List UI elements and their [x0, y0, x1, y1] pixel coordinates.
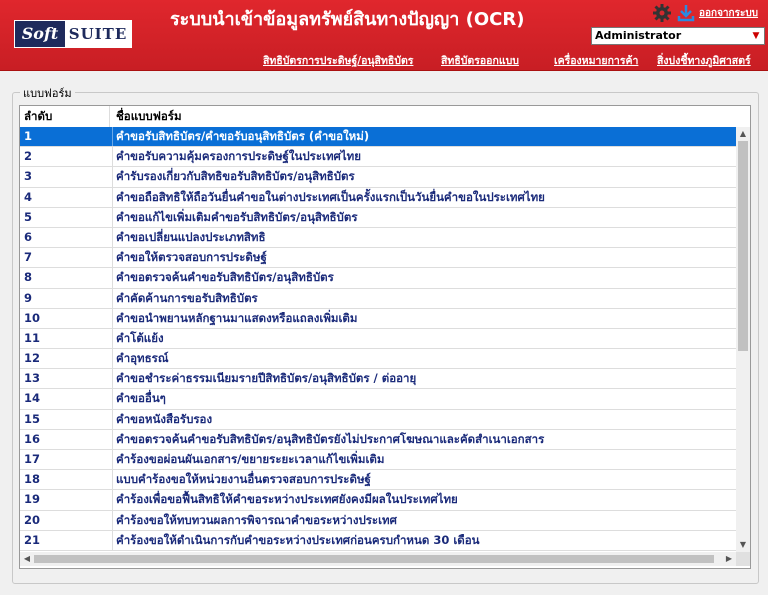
- column-divider: [112, 410, 113, 429]
- row-form-name: คำขอชำระค่าธรรมเนียมรายปีสิทธิบัตร/อนุสิทธิบัตร / ต่ออายุ: [116, 371, 417, 386]
- row-form-name: แบบคำร้องขอให้หน่วยงานอื่นตรวจสอบการประดิษฐ์: [116, 472, 371, 487]
- logo-soft-text: Soft: [15, 21, 65, 47]
- table-row[interactable]: [20, 268, 736, 288]
- table-row[interactable]: [20, 531, 736, 551]
- chevron-down-icon[interactable]: ▼: [752, 31, 760, 41]
- row-order: 10: [24, 310, 41, 325]
- row-form-name: คำขอเปลี่ยนแปลงประเภทสิทธิ: [116, 229, 266, 244]
- column-divider: [112, 208, 113, 227]
- form-group-legend: แบบฟอร์ม: [20, 84, 75, 102]
- logout-link[interactable]: ออกจากระบบ: [699, 8, 759, 19]
- row-order: 7: [24, 250, 33, 265]
- row-order: 21: [24, 532, 41, 547]
- table-row[interactable]: [20, 188, 736, 208]
- row-order: 2: [24, 149, 33, 164]
- user-select-value: Administrator: [595, 29, 682, 42]
- scroll-right-icon[interactable]: ▶: [725, 554, 733, 563]
- row-form-name: คำขอนำพยานหลักฐานมาแสดงหรือแถลงเพิ่มเติม: [116, 310, 358, 325]
- table-row[interactable]: [20, 349, 736, 369]
- table-row[interactable]: [20, 470, 736, 490]
- column-header-form-name[interactable]: ชื่อแบบฟอร์ม: [116, 109, 182, 123]
- nav-design-patent[interactable]: สิทธิบัตรออกแบบ: [441, 55, 519, 67]
- column-divider: [112, 329, 113, 348]
- horizontal-scrollbar[interactable]: [20, 552, 736, 566]
- column-divider: [112, 470, 113, 489]
- scroll-left-icon[interactable]: ◀: [23, 554, 31, 563]
- column-divider: [112, 309, 113, 328]
- table-row[interactable]: [20, 511, 736, 531]
- row-form-name: คำขอแก้ไขเพิ่มเติมคำขอรับสิทธิบัตร/อนุสิทธิบัตร: [116, 209, 358, 224]
- row-order: 14: [24, 391, 41, 406]
- column-divider: [112, 147, 113, 166]
- row-form-name: คำร้องขอผ่อนผันเอกสาร/ขยายระยะเวลาแก้ไขเพิ่มเติม: [116, 452, 385, 466]
- grid-header: [20, 106, 750, 128]
- vertical-scrollbar[interactable]: [736, 127, 750, 552]
- row-form-name: คำขอหนังสือรับรอง: [116, 411, 213, 426]
- row-order: 17: [24, 452, 41, 466]
- column-divider: [112, 450, 113, 469]
- row-order: 5: [24, 209, 33, 224]
- row-form-name: คำขอให้ตรวจสอบการประดิษฐ์: [116, 250, 267, 265]
- scroll-down-icon[interactable]: ▼: [739, 540, 747, 549]
- table-row[interactable]: [20, 410, 736, 430]
- column-divider: [112, 268, 113, 287]
- row-form-name: คำอุทธรณ์: [116, 351, 169, 366]
- column-divider: [112, 289, 113, 308]
- row-order: 18: [24, 472, 41, 487]
- download-icon[interactable]: [676, 3, 696, 23]
- column-divider: [112, 430, 113, 449]
- row-order: 3: [24, 169, 33, 184]
- row-form-name: คำรับรองเกี่ยวกับสิทธิขอรับสิทธิบัตร/อนุสิทธิบัตร: [116, 169, 355, 184]
- form-grid[interactable]: [19, 105, 751, 569]
- row-form-name: คำขอรับสิทธิบัตร/คำขอรับอนุสิทธิบัตร (คำขอใหม่): [116, 129, 370, 143]
- row-form-name: คำร้องขอให้ดำเนินการกับคำขอระหว่างประเทศก่อนครบกำหนด 30 เดือน: [116, 532, 480, 547]
- row-order: 20: [24, 512, 41, 527]
- row-form-name: คำขอตรวจค้นคำขอรับสิทธิบัตร/อนุสิทธิบัตรยังไม่ประกาศโฆษณาและคัดสำเนาเอกสาร: [116, 431, 545, 446]
- row-form-name: คำร้องเพื่อขอฟื้นสิทธิให้คำขอระหว่างประเทศยังคงมีผลในประเทศไทย: [116, 492, 458, 507]
- grid-rows: [20, 127, 736, 551]
- app-title: ระบบนำเข้าข้อมูลทรัพย์สินทางปัญญา (OCR): [170, 9, 525, 30]
- column-divider: [112, 490, 113, 509]
- table-row[interactable]: [20, 208, 736, 228]
- user-select[interactable]: [591, 27, 765, 45]
- column-divider: [112, 188, 113, 207]
- column-divider: [112, 167, 113, 186]
- scroll-up-icon[interactable]: ▲: [739, 129, 747, 138]
- scroll-corner: [736, 552, 750, 566]
- row-order: 9: [24, 290, 33, 305]
- column-header-order[interactable]: ลำดับ: [24, 106, 110, 127]
- softsuite-logo: [14, 20, 132, 48]
- table-row[interactable]: [20, 450, 736, 470]
- row-order: 11: [24, 330, 41, 345]
- row-order: 12: [24, 351, 41, 366]
- row-order: 1: [24, 129, 33, 143]
- column-divider: [112, 511, 113, 530]
- row-form-name: คำโต้แย้ง: [116, 330, 164, 345]
- nav-patent-invention[interactable]: สิทธิบัตรการประดิษฐ์/อนุสิทธิบัตร: [263, 55, 414, 67]
- row-form-name: คำขอถือสิทธิให้ถือวันยื่นคำขอในต่างประเทศเป็นครั้งแรกเป็นวันยื่นคำขอในประเทศไทย: [116, 189, 545, 204]
- row-order: 6: [24, 229, 33, 244]
- column-divider: [112, 349, 113, 368]
- logo-suite-text: SUITE: [65, 21, 131, 47]
- column-divider: [112, 127, 113, 146]
- table-row[interactable]: [20, 248, 736, 268]
- table-row[interactable]: [20, 167, 736, 187]
- row-order: 8: [24, 270, 33, 285]
- app-header: [0, 0, 768, 71]
- table-row[interactable]: [20, 329, 736, 349]
- row-order: 16: [24, 431, 41, 446]
- row-form-name: คำขอรับความคุ้มครองการประดิษฐ์ในประเทศไทย: [116, 149, 361, 164]
- table-row[interactable]: [20, 369, 736, 389]
- table-row[interactable]: [20, 147, 736, 167]
- column-divider: [112, 248, 113, 267]
- column-divider: [112, 369, 113, 388]
- table-row[interactable]: [20, 430, 736, 450]
- row-form-name: คำขอตรวจค้นคำขอรับสิทธิบัตร/อนุสิทธิบัตร: [116, 270, 334, 285]
- table-row[interactable]: [20, 228, 736, 248]
- table-row[interactable]: [20, 490, 736, 510]
- row-order: 4: [24, 189, 33, 204]
- vertical-scroll-thumb[interactable]: [738, 141, 748, 351]
- column-divider: [112, 389, 113, 408]
- table-row[interactable]: [20, 309, 736, 329]
- row-form-name: คำขออื่นๆ: [116, 391, 166, 406]
- row-form-name: คำคัดค้านการขอรับสิทธิบัตร: [116, 290, 258, 305]
- row-order: 19: [24, 492, 41, 507]
- row-order: 15: [24, 411, 41, 426]
- horizontal-scroll-thumb[interactable]: [34, 555, 714, 563]
- table-row[interactable]: [20, 389, 736, 409]
- row-order: 13: [24, 371, 41, 386]
- table-row[interactable]: [20, 289, 736, 309]
- row-form-name: คำร้องขอให้ทบทวนผลการพิจารณาคำขอระหว่างประเทศ: [116, 512, 397, 527]
- gear-icon[interactable]: [652, 3, 672, 23]
- column-divider: [112, 228, 113, 247]
- nav-geographical-indication[interactable]: สิ่งบ่งชี้ทางภูมิศาสตร์: [657, 55, 751, 67]
- column-divider: [112, 531, 113, 550]
- nav-trademark[interactable]: เครื่องหมายการค้า: [554, 55, 639, 67]
- table-row[interactable]: [20, 127, 736, 147]
